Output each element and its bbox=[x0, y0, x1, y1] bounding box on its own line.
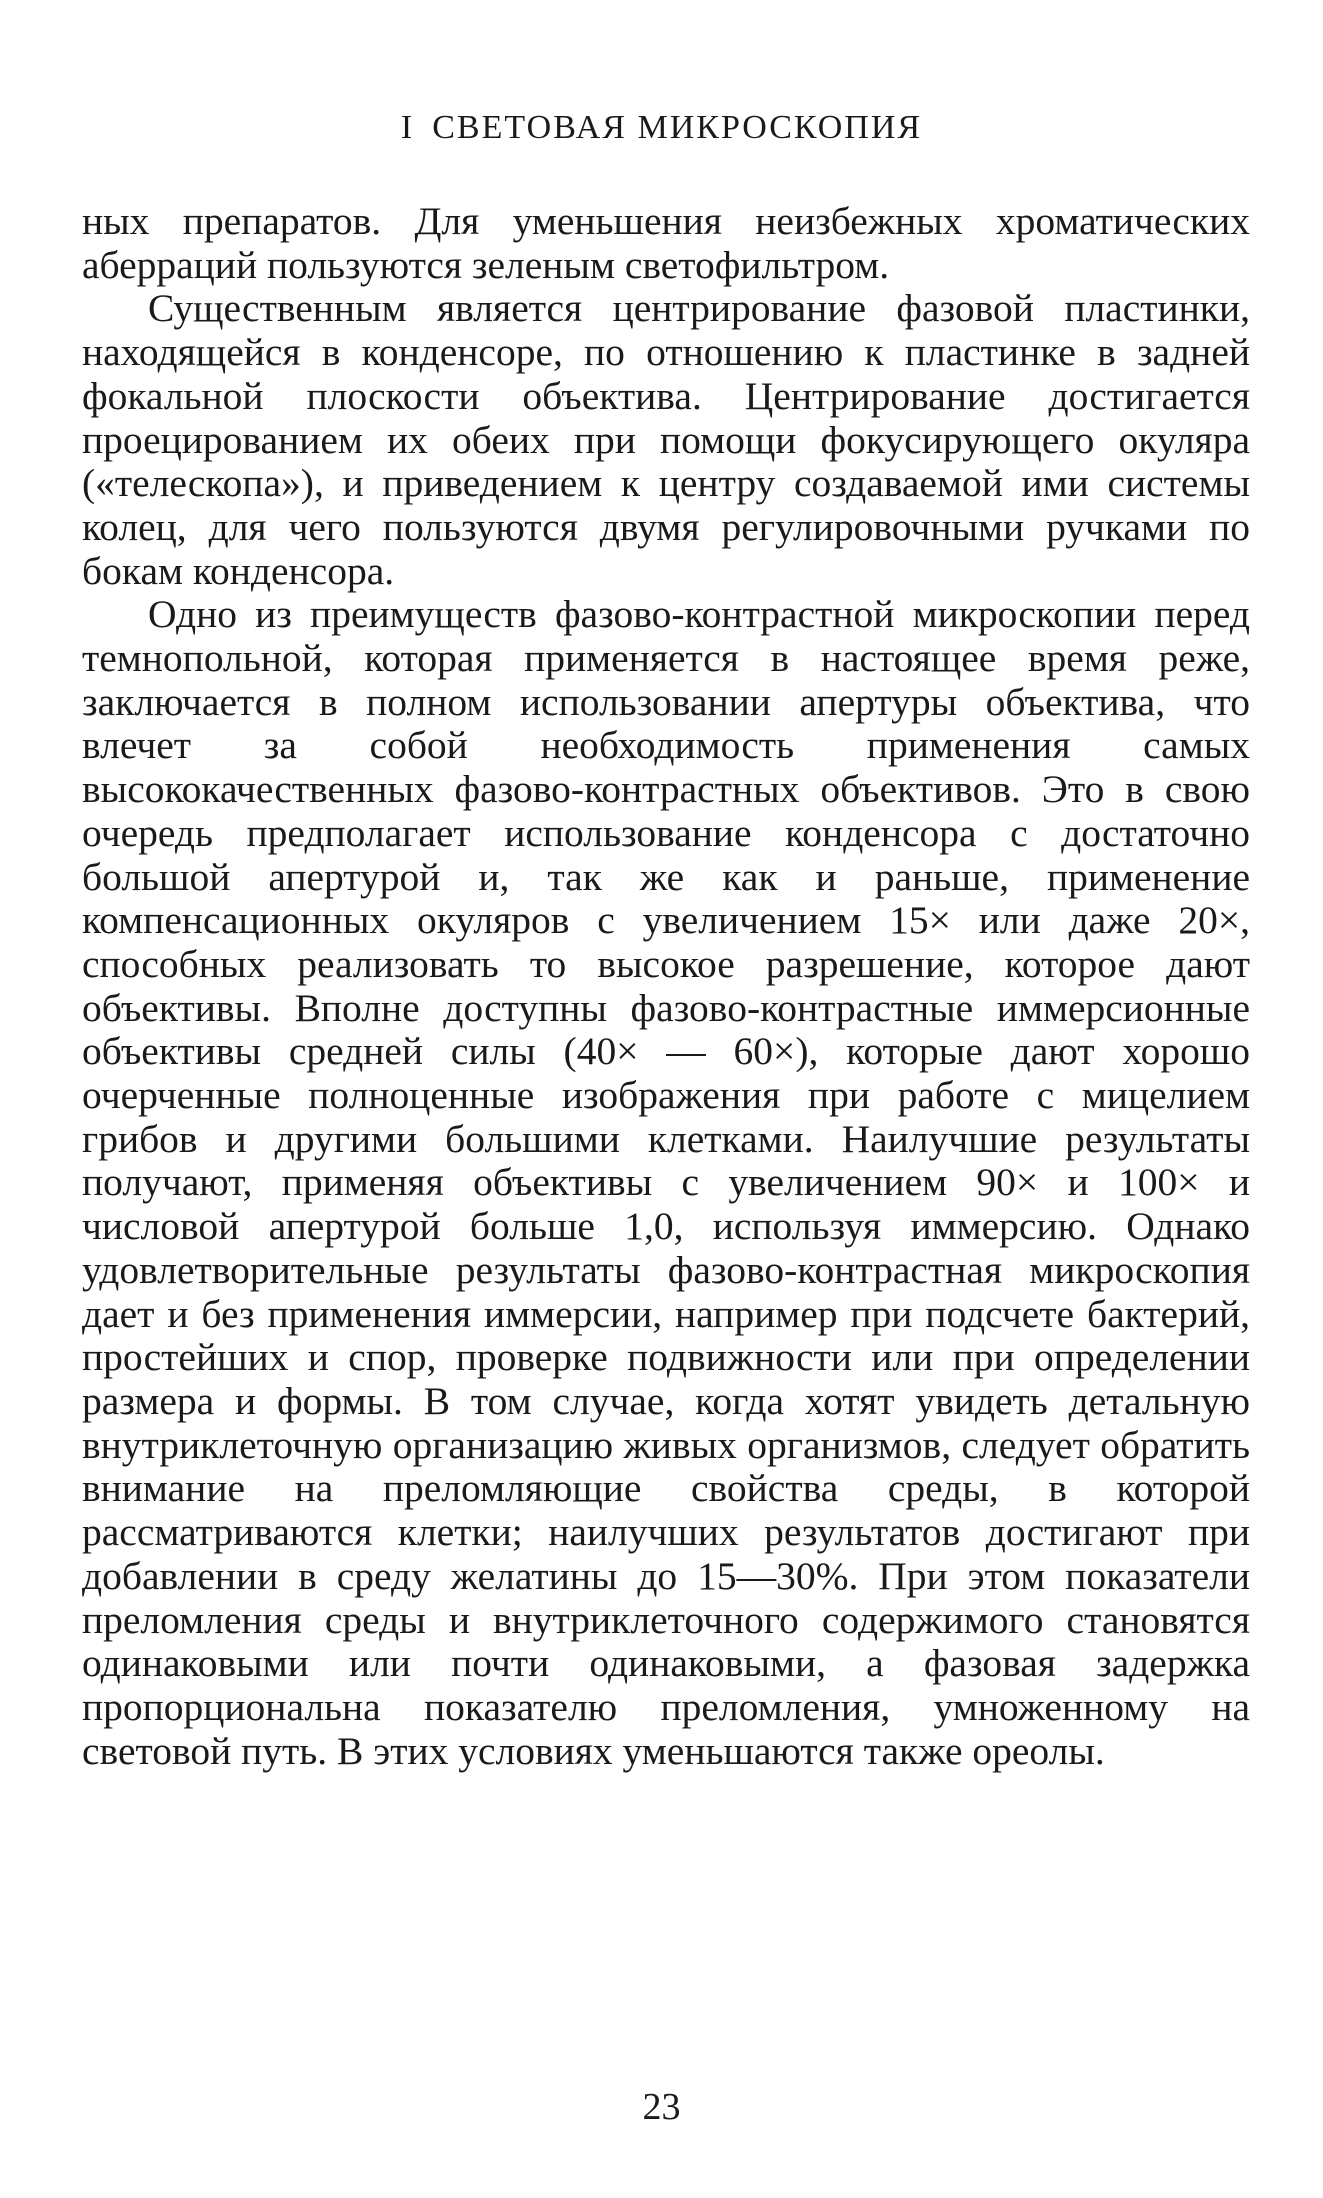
paragraph-centering: Существенным является центрирование фазовой пластинки, находящейся в конденсоре, по отношению к пластинке в задней фокальной плоскости объектива. Центрирование достигается проецированием их обеих при помощи фокусирующего окуляра («телескопа»), и приведением к центру создаваемой ими системы колец, для чего пользуются двумя регулировочными ручками по бокам конденсора. bbox=[82, 286, 1250, 593]
body-text bbox=[82, 200, 1250, 1773]
running-head bbox=[0, 108, 1323, 148]
page-number: 23 bbox=[642, 2086, 681, 2128]
chapter-title: СВЕТОВАЯ МИКРОСКОПИЯ bbox=[432, 109, 923, 146]
paragraph-advantages: Одно из преимуществ фазово-контрастной микроскопии перед темнопольной, которая применяется в настоящее время реже, заключается в полном использовании апертуры объектива, что влечет за собой необходимость применения самых высококачественных фазово-контрастных объективов. Это в свою очередь предполагает использование конденсора с достаточно большой апертурой и, так же как и раньше, применение компенсационных окуляров с увеличением 15× или даже 20×, способных реализовать то высокое разрешение, которое дают объективы. Вполне доступны фазово-контрастные иммерсионные объективы средней силы (40× — 60×), которые дают хорошо очерченные полноценные изображения при работе с мицелием грибов и другими большими клетками. Наилучшие результаты получают, применяя объективы с увеличением 90× и 100× и числовой апертурой больше 1,0, используя иммерсию. Однако удовлетворительные результаты фазово-контрастная микроскопия дает и без применения иммерсии, например при подсчете бактерий, простейших и спор, проверке подвижности или при определении размера и формы. В том случае, когда хотят увидеть детальную внутриклеточную организацию живых организмов, следует обратить внимание на преломляющие свойства среды, в которой рассматриваются клетки; наилучших результатов достигают при добавлении в среду желатины до 15—30%. При этом показатели преломления среды и внутриклеточного содержимого становятся одинаковыми или почти одинаковыми, а фазовая задержка пропорциональна показателю преломления, умноженному на световой путь. В этих условиях уменьшаются также ореолы. bbox=[82, 592, 1250, 1773]
paragraph-continuation: ных препаратов. Для уменьшения неизбежных хроматических аберраций пользуются зеленым светофильтром. bbox=[82, 199, 1250, 287]
chapter-number: I bbox=[400, 109, 415, 146]
